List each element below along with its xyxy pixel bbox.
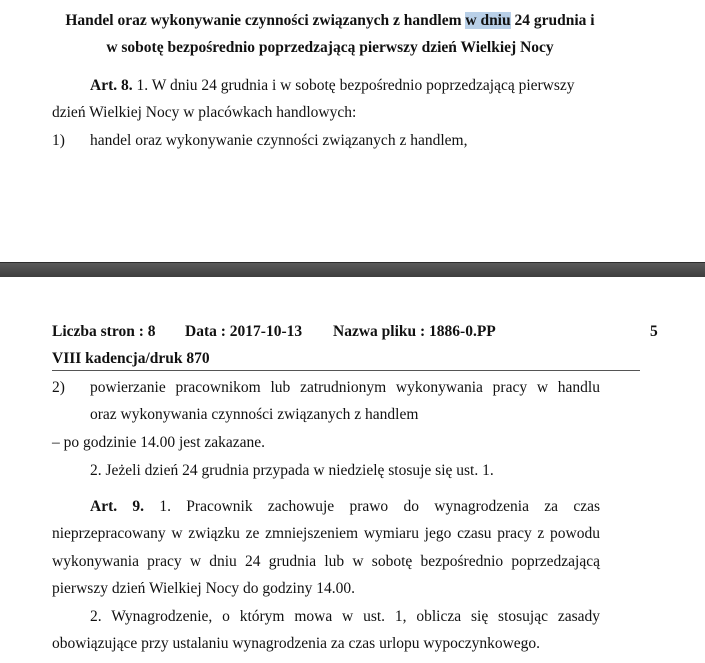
art8-item-2-line-1: powierzanie pracownikom lub zatrudnionym wykonywania pracy w handlu — [90, 379, 600, 396]
art9-paragraph-2-line-2: obowiązujące przy ustalaniu wynagrodzenia za czas urlopu wypoczynkowego. — [52, 635, 541, 652]
filename-label: Nazwa pliku : — [333, 323, 426, 340]
article-label: Art. 9. — [90, 498, 145, 515]
date-label: Data : — [185, 323, 226, 340]
art8-paragraph-2: 2. Jeżeli dzień 24 grudnia przypada w niedzielę stosuje się ust. 1. — [90, 462, 494, 479]
art9-line-2: nieprzepracowany w związku ze zmniejszeniem wymiaru jego czasu pracy z powodu — [52, 525, 600, 542]
art8-item-1-text: handel oraz wykonywanie czynności związanych z handlem, — [90, 132, 468, 149]
heading-text-end: 24 grudnia i — [510, 12, 595, 29]
art9-paragraph-2-line-1: 2. Wynagrodzenie, o którym mowa w ust. 1, oblicza się stosując zasady — [90, 608, 600, 625]
art9-line-4: pierwszy dzień Wielkiej Nocy do godziny 14.00. — [52, 580, 355, 597]
document-page-top — [0, 0, 705, 262]
art8-item-1-number: 1) — [52, 132, 65, 149]
footer-pages — [52, 322, 155, 342]
art9-line-3: wykonywania pracy w dniu 24 grudnia lub w sobotę bezpośrednio poprzedzającą — [52, 553, 600, 570]
footer-divider — [52, 370, 640, 371]
document-page-bottom — [0, 277, 705, 663]
art8-intro-line-1 — [90, 76, 575, 96]
art9-line-1 — [90, 497, 600, 517]
filename-value: 1886-0.PP — [429, 323, 496, 340]
art8-intro-line-2: dzień Wielkiej Nocy w placówkach handlowych: — [52, 104, 357, 121]
selected-text-highlight[interactable]: w dniu — [465, 12, 511, 29]
footer-term: VIII kadencja/druk 870 — [52, 350, 210, 367]
art8-item-2-line-2: oraz wykonywania czynności związanych z handlem — [90, 406, 419, 423]
art8-item-2-number: 2) — [52, 379, 65, 396]
section-heading-line-1 — [0, 11, 660, 31]
footer-filename — [333, 322, 496, 342]
footer-date — [185, 322, 302, 342]
date-value: 2017-10-13 — [229, 323, 303, 340]
page-separator — [0, 262, 705, 278]
pages-value: 8 — [147, 323, 156, 340]
article-text: 1. W dniu 24 grudnia i w sobotę bezpośrednio poprzedzającą pierwszy — [136, 77, 575, 94]
page-number: 5 — [650, 323, 658, 340]
heading-text: Handel oraz wykonywanie czynności związanych z handlem — [65, 12, 466, 29]
article-label: Art. 8. — [90, 77, 133, 94]
art8-closing: – po godzinie 14.00 jest zakazane. — [52, 434, 266, 451]
pages-label: Liczba stron : — [52, 323, 144, 340]
section-heading-line-2: w sobotę bezpośrednio poprzedzającą pierwszy dzień Wielkiej Nocy — [106, 39, 554, 56]
article-text: 1. Pracownik zachowuje prawo do wynagrodzenia za czas — [159, 498, 601, 515]
